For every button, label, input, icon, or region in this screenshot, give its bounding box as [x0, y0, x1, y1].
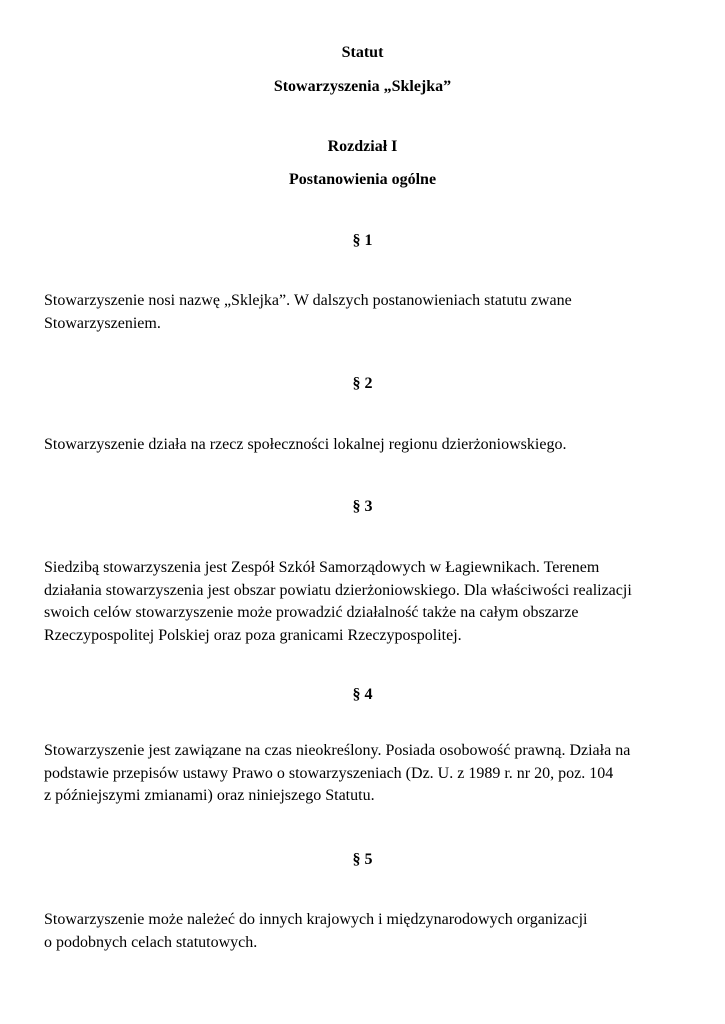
section-1-text — [44, 290, 694, 335]
section-5-line-2: o podobnych celach statutowych. — [44, 933, 258, 951]
chapter-heading: Rozdział I — [327, 138, 398, 155]
section-1-line-1: Stowarzyszenie nosi nazwę „Sklejka”. W dalszych postanowieniach statutu zwane — [44, 292, 572, 309]
section-1-line-2: Stowarzyszeniem. — [44, 314, 161, 332]
document-title: Statut — [341, 44, 384, 61]
section-2-text — [44, 434, 694, 457]
section-5-text — [44, 909, 694, 954]
section-4-line-1: Stowarzyszenie jest zawiązane na czas nieokreślony. Posiada osobowość prawną. Działa na — [44, 742, 631, 759]
chapter-title: Postanowienia ogólne — [288, 171, 437, 188]
section-3-label: § 3 — [352, 498, 373, 515]
section-4-text — [44, 740, 694, 808]
section-4-line-3: z późniejszymi zmianami) oraz niniejszego Statutu. — [44, 787, 375, 804]
section-4-label: § 4 — [352, 686, 373, 703]
document-subtitle: Stowarzyszenia „Sklejka” — [273, 78, 452, 95]
section-5-label: § 5 — [352, 851, 373, 868]
section-3-line-3: swoich celów stowarzyszenie może prowadzić działalność także na całym obszarze — [44, 604, 579, 621]
section-3-text — [44, 557, 694, 647]
section-3-line-2: działania stowarzyszenia jest obszar powiatu dzierżoniowskiego. Dla właściwości realizacji — [44, 581, 632, 599]
section-3-line-4: Rzeczypospolitej Polskiej oraz poza granicami Rzeczypospolitej. — [44, 626, 462, 644]
section-1-label: § 1 — [352, 232, 373, 249]
section-2-line-1: Stowarzyszenie działa na rzecz społeczności lokalnej regionu dzierżoniowskiego. — [44, 436, 567, 453]
section-3-line-1: Siedzibą stowarzyszenia jest Zespół Szkół Samorządowych w Łagiewnikach. Terenem — [44, 559, 600, 576]
section-4-line-2: podstawie przepisów ustawy Prawo o stowarzyszeniach (Dz. U. z 1989 r. nr 20, poz. 104 — [44, 764, 614, 782]
section-5-line-1: Stowarzyszenie może należeć do innych krajowych i międzynarodowych organizacji — [44, 911, 588, 928]
section-2-label: § 2 — [352, 375, 373, 392]
